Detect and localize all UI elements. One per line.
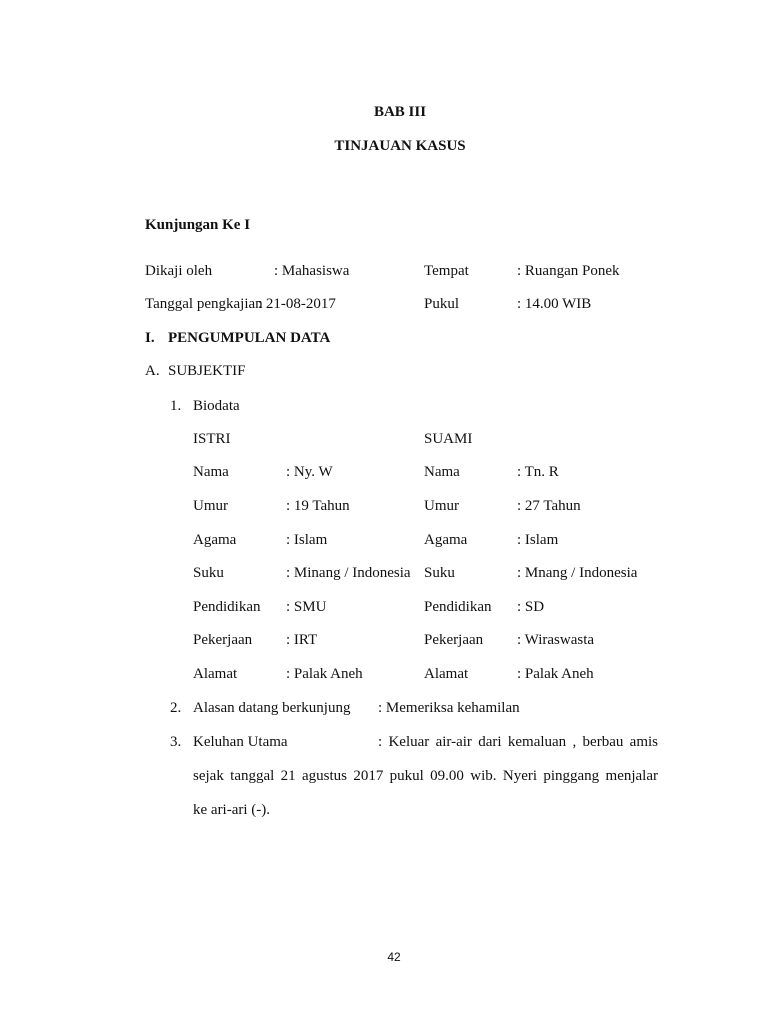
item-3-number: 3.: [170, 734, 182, 750]
biodata-label: Agama: [193, 532, 237, 548]
item-3-label: Keluhan Utama: [193, 734, 288, 750]
biodata-label: Suku: [193, 565, 224, 581]
biodata-label: Agama: [424, 532, 468, 548]
tempat-label: Tempat: [424, 263, 469, 279]
biodata-label: Umur: [424, 498, 459, 514]
item-3-line-3: ke ari-ari (-).: [193, 802, 271, 818]
istri-value: : Minang / Indonesia: [286, 565, 411, 581]
suami-value: : Tn. R: [517, 464, 559, 480]
dikaji-value: : Mahasiswa: [274, 263, 350, 279]
tanggal-value: : 21-08-2017: [258, 296, 336, 312]
section-a-letter: A.: [145, 363, 160, 379]
biodata-label: Alamat: [424, 666, 469, 682]
biodata-label: Alamat: [193, 666, 238, 682]
chapter-title: TINJAUAN KASUS: [334, 138, 466, 154]
dikaji-label: Dikaji oleh: [145, 263, 213, 279]
istri-value: : IRT: [286, 632, 318, 648]
item-2-label: Alasan datang berkunjung: [193, 700, 351, 716]
biodata-label: Suku: [424, 565, 455, 581]
item-2-value: : Memeriksa kehamilan: [378, 700, 520, 716]
pukul-label: Pukul: [424, 296, 460, 312]
biodata-label: Umur: [193, 498, 228, 514]
biodata-label: Nama: [193, 464, 229, 480]
suami-value: : SD: [517, 599, 545, 615]
istri-value: : Islam: [286, 532, 328, 548]
istri-value: : 19 Tahun: [286, 498, 350, 514]
suami-header: SUAMI: [424, 431, 473, 447]
tanggal-label: Tanggal pengkajian: [145, 296, 263, 312]
item-2-number: 2.: [170, 700, 182, 716]
biodata-label: Pekerjaan: [424, 632, 484, 648]
item-3-value: : Keluar air-air dari kemaluan , berbau amis: [378, 734, 658, 750]
suami-value: : Islam: [517, 532, 559, 548]
istri-value: : SMU: [286, 599, 327, 615]
biodata-label: Nama: [424, 464, 460, 480]
section-1-title: PENGUMPULAN DATA: [168, 330, 331, 346]
suami-value: : Palak Aneh: [517, 666, 594, 682]
istri-value: : Palak Aneh: [286, 666, 363, 682]
page-number: 42: [387, 950, 401, 964]
biodata-label: Pekerjaan: [193, 632, 253, 648]
item-1-label: Biodata: [193, 398, 240, 414]
visit-heading: Kunjungan Ke I: [145, 217, 251, 233]
istri-value: : Ny. W: [286, 464, 333, 480]
suami-value: : Wiraswasta: [517, 632, 595, 648]
biodata-label: Pendidikan: [193, 599, 261, 615]
istri-header: ISTRI: [193, 431, 231, 447]
section-a-title: SUBJEKTIF: [168, 363, 246, 379]
item-3-line-2: sejak tanggal 21 agustus 2017 pukul 09.00 wib. Nyeri pinggang menjalar: [193, 768, 658, 784]
item-1-number: 1.: [170, 398, 182, 414]
section-1-number: I.: [145, 330, 155, 346]
biodata-label: Pendidikan: [424, 599, 492, 615]
suami-value: : 27 Tahun: [517, 498, 581, 514]
tempat-value: : Ruangan Ponek: [517, 263, 620, 279]
pukul-value: : 14.00 WIB: [517, 296, 592, 312]
chapter-heading: BAB III: [373, 104, 427, 120]
suami-value: : Mnang / Indonesia: [517, 565, 638, 581]
